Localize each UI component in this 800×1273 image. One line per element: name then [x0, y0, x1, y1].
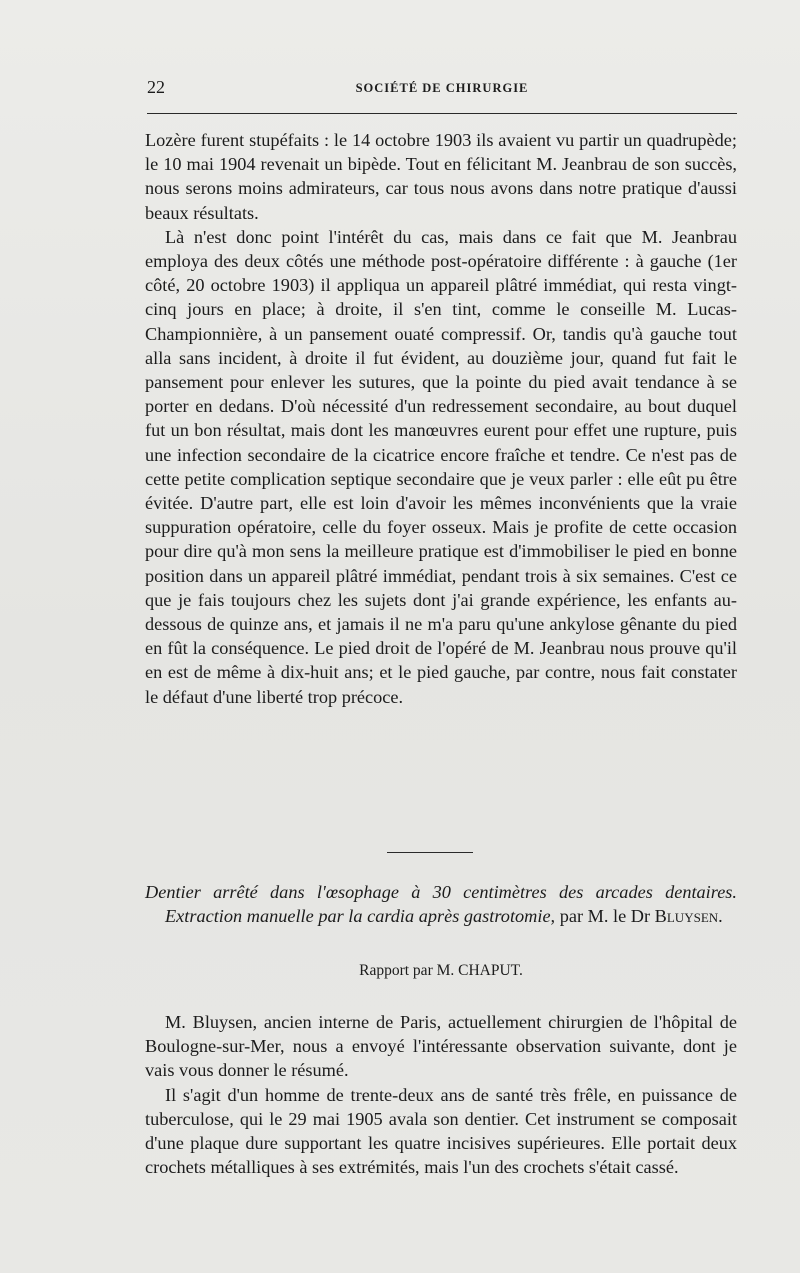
- article-title-text: Dentier arrêté dans l'œsophage à 30 centimètres des arcades dentaires. Extraction manuelle par la cardia après gastrotomie,: [145, 882, 737, 927]
- report-line: Rapport par M. CHAPUT.: [359, 962, 523, 979]
- header-rule: [147, 113, 737, 114]
- page-number: 22: [147, 77, 165, 97]
- page-header: [147, 76, 737, 100]
- running-head: SOCIÉTÉ DE CHIRURGIE: [355, 81, 529, 95]
- paragraph: M. Bluysen, ancien interne de Paris, actuellement chirurgien de l'hôpital de Boulogne-sur-Mer, nous a envoyé l'intéressante observation suivante, dont je vais vous donner le résumé.: [145, 1012, 737, 1081]
- paragraph: Lozère furent stupéfaits : le 14 octobre 1903 ils avaient vu partir un quadrupède; le 10 mai 1904 revenait un bipède. Tout en félicitant M. Jeanbrau de son succès, nous serons moins admirateurs, car tous nous avons dans notre pratique d'aussi beaux résultats.: [145, 130, 737, 223]
- section-divider: [387, 852, 473, 853]
- author-name: Bluysen.: [654, 906, 723, 927]
- article-title: [145, 880, 737, 928]
- body-section-2: [145, 1010, 737, 1179]
- paragraph: Il s'agit d'un homme de trente-deux ans de santé très frêle, en puissance de tuberculose, qui le 29 mai 1905 avala son dentier. Cet instrument se composait d'une plaque dure supportant les quatre incisives supérieures. Elle portait deux crochets métalliques à ses extrémités, mais l'un des crochets s'était cassé.: [145, 1084, 737, 1178]
- body-section-1: [145, 128, 737, 709]
- author-prefix: par M. le Dr: [559, 906, 651, 927]
- paragraph: Là n'est donc point l'intérêt du cas, mais dans ce fait que M. Jeanbrau employa des deux côtés une méthode post-opératoire différente : à gauche (1er côté, 20 octobre 1903) il appliqua un appareil plâtré immédiat, qui resta vingt-cinq jours en place; à droite, il s'en tint, comme le conseille M. Lucas-Championnière, à un pansement ouaté compressif. Or, tandis qu'à gauche tout alla sans incident, à droite il fut évident, au douzième jour, quand fut fait le pansement pour enlever les sutures, que la pointe du pied avait tendance à se porter en dedans. D'où nécessité d'un redressement secondaire, au bout duquel fut un bon résultat, mais dont les manœuvres eurent pour effet une rupture, puis une infection secondaire de la cicatrice encore fraîche et tendre. Ce n'est pas de cette petite complication septique secondaire que je veux parler : elle eût pu être évitée. D'autre part, elle est loin d'avoir les mêmes inconvénients que la vraie suppuration opératoire, celle du foyer osseux. Mais je profite de cette occasion pour dire qu'à mon sens la meilleure pratique est d'immobiliser le pied en bonne position dans un appareil plâtré immédiat, pendant trois à six semaines. C'est ce que je fais toujours chez les sujets dont j'ai grande expérience, les enfants au-dessous de quinze ans, et jamais il ne m'a paru qu'une ankylose gênante du pied en fût la conséquence. Le pied droit de l'opéré de M. Jeanbrau nous prouve qu'il en est de même à dix-huit ans; et le pied gauche, par contre, nous fait constater le défaut d'une liberté trop précoce.: [145, 226, 737, 707]
